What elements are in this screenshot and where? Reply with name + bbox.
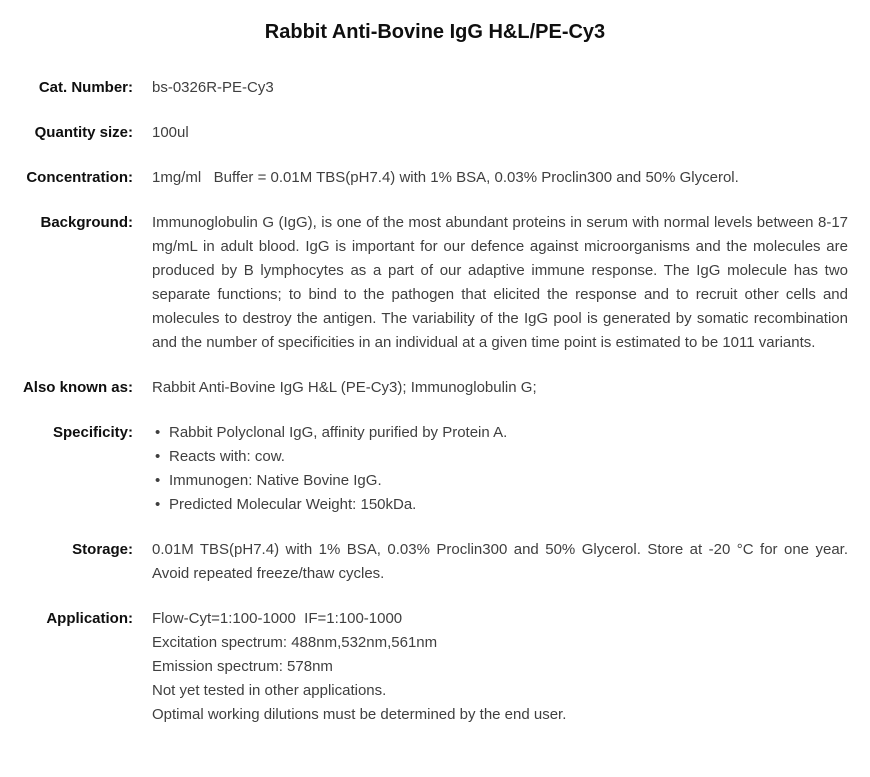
specificity-item-text: Immunogen: Native Bovine IgG. [169, 472, 382, 489]
application-line: Flow-Cyt=1:100-1000 IF=1:100-1000 [152, 610, 403, 627]
field-row-quantity-size [0, 121, 870, 145]
field-row-application [0, 607, 870, 727]
field-label-concentration: Concentration: [26, 169, 133, 186]
field-value-background: Immunoglobulin G (IgG), is one of the most abundant proteins in serum with normal levels between 8-17 mg/mL in adult blood. IgG is important for our defence against microorganisms and the molecules are produced by B lymphocytes as a part of our adaptive immune response. The IgG molecule has two separate functions; to bind to the pathogen that elicited the response and to recruit other cells and molecules to destroy the antigen. The variability of the IgG pool is generated by somatic recombination and the number of specificities in an individual at a given time point is estimated to be 1011 variants. [152, 214, 848, 351]
field-label-quantity-size: Quantity size: [34, 124, 133, 141]
specificity-item [152, 493, 848, 517]
specificity-item [152, 421, 848, 445]
field-label-specificity: Specificity: [52, 424, 133, 441]
field-value-quantity-size: 100ul [152, 124, 189, 141]
bullet-icon: • [155, 472, 161, 489]
field-row-concentration [0, 166, 870, 190]
product-title: Rabbit Anti-Bovine IgG H&L/PE-Cy3 [264, 21, 606, 43]
field-value-application [152, 607, 848, 727]
field-value-also-known-as: Rabbit Anti-Bovine IgG H&L (PE-Cy3); Immunoglobulin G; [152, 379, 537, 396]
field-label-application: Application: [46, 610, 133, 627]
field-row-background [0, 211, 870, 355]
field-label-background: Background: [40, 214, 133, 231]
datasheet-page [0, 18, 870, 727]
specificity-item-text: Reacts with: cow. [169, 448, 285, 465]
fields-table [0, 76, 870, 727]
bullet-icon: • [155, 496, 161, 513]
specificity-item [152, 469, 848, 493]
bullet-icon: • [155, 448, 161, 465]
field-value-concentration: 1mg/ml Buffer = 0.01M TBS(pH7.4) with 1% BSA, 0.03% Proclin300 and 50% Glycerol. [152, 169, 739, 186]
field-row-specificity [0, 421, 870, 517]
field-value-cat-number: bs-0326R-PE-Cy3 [152, 79, 274, 96]
field-label-storage: Storage: [72, 541, 133, 558]
field-value-storage: 0.01M TBS(pH7.4) with 1% BSA, 0.03% Proclin300 and 50% Glycerol. Store at -20 °C for one year. Avoid repeated freeze/thaw cycles. [152, 541, 848, 582]
field-row-storage [0, 538, 870, 586]
application-line: Not yet tested in other applications. [152, 682, 387, 699]
application-line: Emission spectrum: 578nm [152, 658, 333, 675]
application-line: Optimal working dilutions must be determined by the end user. [152, 706, 567, 723]
field-label-cat-number: Cat. Number: [38, 79, 133, 96]
specificity-item-text: Rabbit Polyclonal IgG, affinity purified by Protein A. [169, 424, 508, 441]
field-value-specificity [152, 421, 848, 517]
field-row-cat-number [0, 76, 870, 100]
specificity-item-text: Predicted Molecular Weight: 150kDa. [169, 496, 417, 513]
bullet-icon: • [155, 424, 161, 441]
field-row-also-known-as [0, 376, 870, 400]
field-label-also-known-as: Also known as: [22, 379, 133, 396]
application-line: Excitation spectrum: 488nm,532nm,561nm [152, 634, 438, 651]
specificity-item [152, 445, 848, 469]
